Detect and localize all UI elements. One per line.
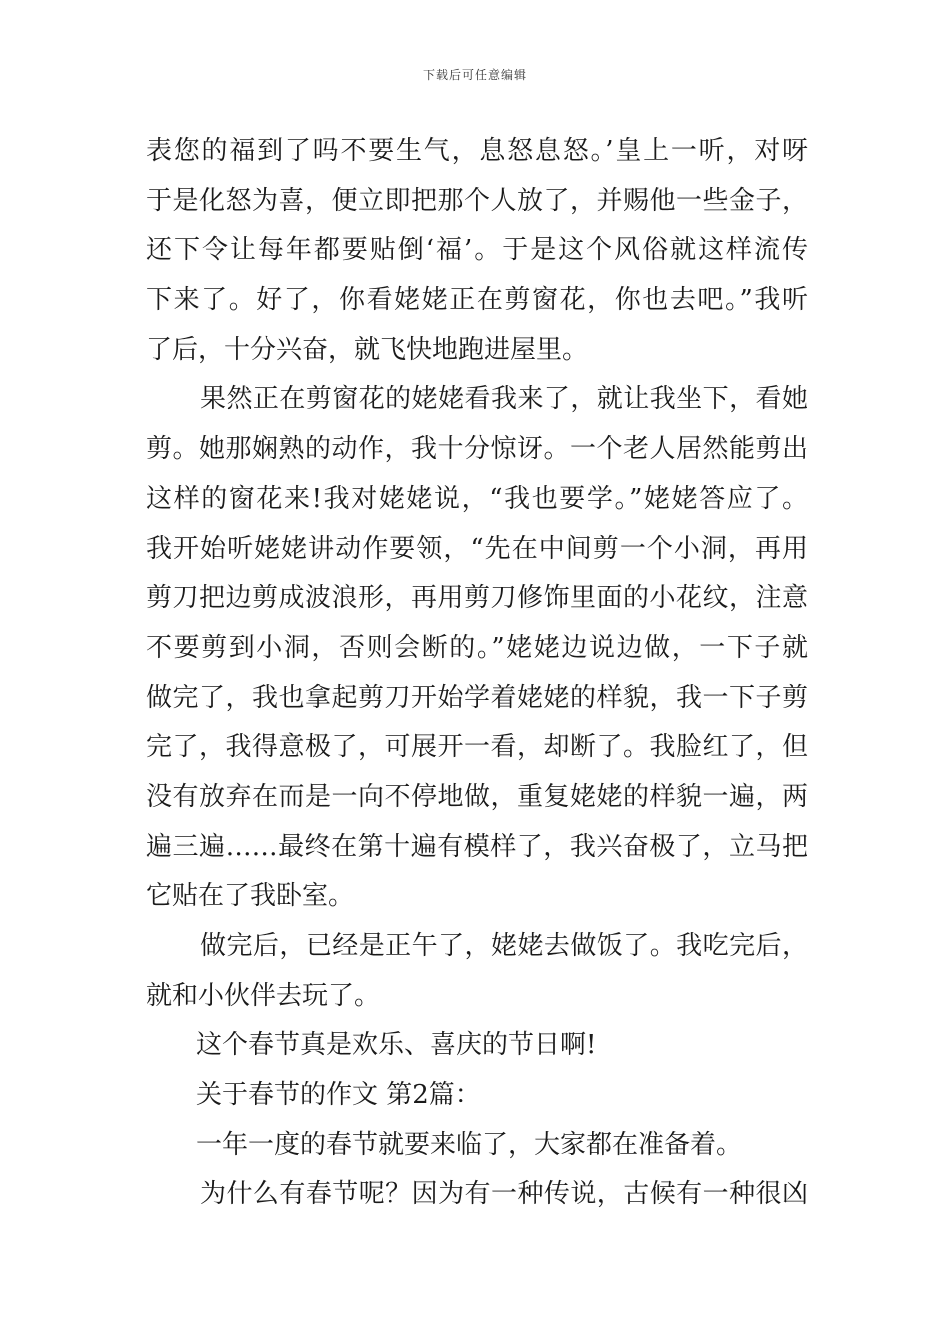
text-line: 做完后，已经是正午了，姥姥去做饭了。我吃完后， <box>200 931 808 961</box>
text-line: 剪。她那娴熟的动作，我十分惊讶。一个老人居然能剪出 <box>146 434 808 465</box>
text-line: 我开始听姥姥讲动作要领，“先在中间剪一个小洞，再用 <box>146 533 808 564</box>
document-body <box>146 127 808 1220</box>
text-line: 一年一度的春节就要来临了，大家都在准备着。 <box>196 1129 743 1160</box>
text-line: 这样的窗花来!我对姥姥说，“我也要学。”姥姥答应了。 <box>146 483 808 514</box>
text-line: 做完了，我也拿起剪刀开始学着姥姥的样貌，我一下子剪 <box>146 682 808 713</box>
text-line: 不要剪到小洞，否则会断的。”姥姥边说边做，一下子就 <box>146 632 808 663</box>
text-line: 没有放弃在而是一向不停地做，重复姥姥的样貌一遍，两 <box>146 781 808 812</box>
text-line: 遍三遍……最终在第十遍有模样了，我兴奋极了，立马把 <box>146 831 808 862</box>
page-header: 下载后可任意编辑 <box>422 68 527 82</box>
text-line: 于是化怒为喜，便立即把那个人放了，并赐他一些金子， <box>146 185 808 216</box>
text-line: 剪刀把边剪成波浪形，再用剪刀修饰里面的小花纹，注意 <box>146 583 808 614</box>
text-line: 这个春节真是欢乐、喜庆的节日啊! <box>196 1030 597 1061</box>
text-line: 关于春节的作文 第2篇： <box>196 1080 481 1111</box>
text-line: 完了，我得意极了，可展开一看，却断了。我脸红了，但 <box>146 732 808 763</box>
text-line: 果然正在剪窗花的姥姥看我来了，就让我坐下，看她 <box>200 384 808 415</box>
text-line: 还下令让每年都要贴倒‘福’。于是这个风俗就这样流传 <box>146 235 808 266</box>
text-line: 它贴在了我卧室。 <box>146 881 355 912</box>
text-line: 表您的福到了吗不要生气，息怒息怒。’皇上一听，对呀 <box>146 136 808 166</box>
text-line: 就和小伙伴去玩了。 <box>146 980 381 1011</box>
text-line: 了后，十分兴奋，就飞快地跑进屋里。 <box>146 334 589 365</box>
text-line: 为什么有春节呢？因为有一种传说，古候有一种很凶 <box>200 1179 808 1210</box>
text-line: 下来了。好了，你看姥姥正在剪窗花，你也去吧。”我听 <box>146 285 808 316</box>
